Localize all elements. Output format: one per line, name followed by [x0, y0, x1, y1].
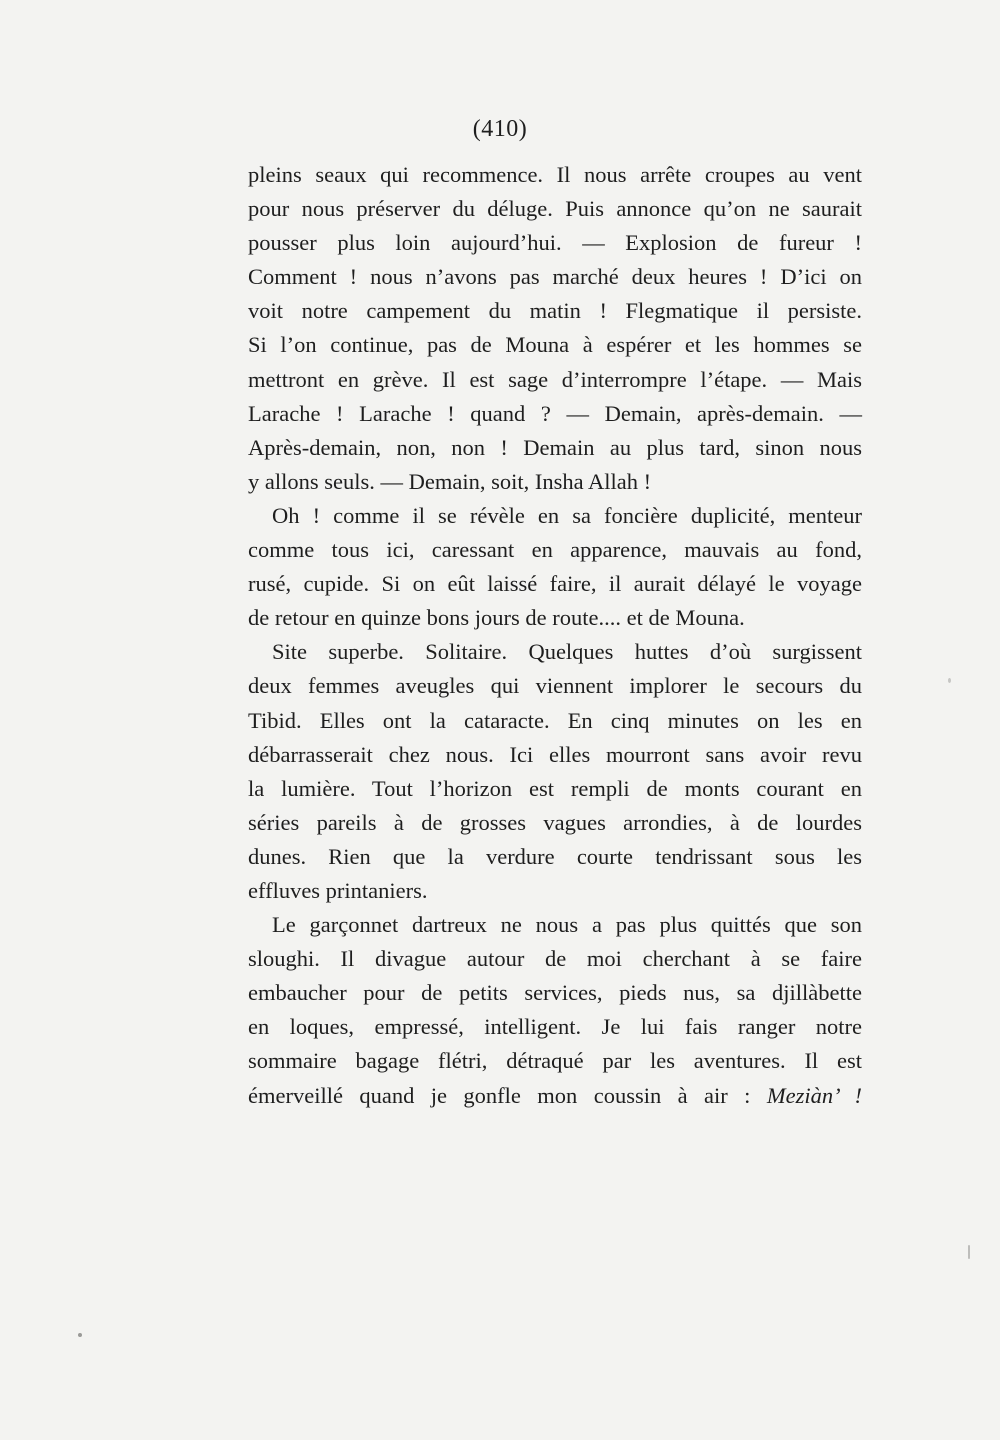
text-line-final	[248, 1079, 862, 1113]
text-line: Si l’on continue, pas de Mouna à espérer et les hommes se	[248, 332, 862, 358]
text-line: séries pareils à de grosses vagues arrondies, à de lourdes	[248, 809, 862, 835]
paragraph-first-line: Site superbe. Solitaire. Quelques huttes d’où surgissent	[272, 639, 862, 665]
text-line: en loques, empressé, intelligent. Je lui fais ranger notre	[248, 1014, 862, 1040]
text-line-final-roman: émerveillé quand je gonfle mon coussin à air :	[248, 1082, 751, 1108]
text-line: Après-demain, non, non ! Demain au plus tard, sinon nous	[248, 434, 862, 460]
text-line: débarrasserait chez nous. Ici elles mourront sans avoir revu	[248, 741, 862, 767]
text-line: Comment ! nous n’avons pas marché deux heures ! D’ici on	[248, 264, 862, 290]
paragraph-first-line: Oh ! comme il se révèle en sa foncière duplicité, menteur	[272, 502, 862, 528]
text-line: rusé, cupide. Si on eût laissé faire, il aurait délayé le voyage	[248, 571, 862, 597]
paragraph-first-line: Le garçonnet dartreux ne nous a pas plus quittés que son	[272, 912, 862, 938]
paper-speck	[948, 678, 951, 683]
text-line: voit notre campement du matin ! Flegmatique il persiste.	[248, 298, 862, 324]
text-line: comme tous ici, caressant en apparence, mauvais au fond,	[248, 537, 862, 563]
text-line: Larache ! Larache ! quand ? — Demain, après-demain. —	[248, 400, 862, 426]
text-line: pleins seaux qui recommence. Il nous arrête croupes au vent	[248, 162, 862, 187]
page-number: (410)	[472, 116, 528, 142]
text-line: y allons seuls. — Demain, soit, Insha Allah !	[248, 468, 652, 494]
italic-exclamation: Meziàn’ !	[766, 1082, 863, 1108]
paper-speck	[78, 1333, 82, 1337]
text-line: sloughi. Il divague autour de moi cherchant à se faire	[248, 946, 862, 972]
text-line: embaucher pour de petits services, pieds nus, sa djillàbette	[248, 980, 862, 1006]
text-line: Tibid. Elles ont la cataracte. En cinq minutes on les en	[248, 707, 862, 733]
text-line: deux femmes aveugles qui viennent implorer le secours du	[248, 673, 862, 699]
body-text	[248, 158, 862, 1113]
text-line: mettront en grève. Il est sage d’interrompre l’étape. — Mais	[248, 366, 862, 392]
text-line: pour nous préserver du déluge. Puis annonce qu’on ne saurait	[248, 196, 862, 222]
text-line: effluves printaniers.	[248, 877, 428, 903]
text-line: sommaire bagage flétri, détraqué par les aventures. Il est	[248, 1048, 862, 1074]
text-line: dunes. Rien que la verdure courte tendrissant sous les	[248, 843, 862, 869]
text-line: la lumière. Tout l’horizon est rempli de monts courant en	[248, 775, 862, 801]
text-line: pousser plus loin aujourd’hui. — Explosion de fureur !	[248, 230, 862, 256]
paper-speck	[968, 1245, 970, 1259]
text-line: de retour en quinze bons jours de route.... et de Mouna.	[248, 605, 745, 631]
